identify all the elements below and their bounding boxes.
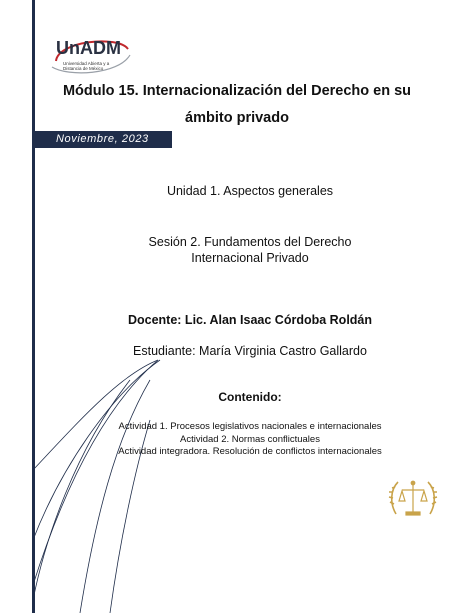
date-band xyxy=(32,131,172,148)
list-item: Actividad 2. Normas conflictuales xyxy=(180,433,320,445)
activities-list xyxy=(40,421,460,459)
contents-heading: Contenido: xyxy=(218,390,282,404)
student-name: Estudiante: María Virginia Castro Gallardo xyxy=(133,344,367,358)
logo-subtitle: Universidad Abierta y a Distancia de México xyxy=(63,61,110,71)
session-line-2: Internacional Privado xyxy=(191,251,309,265)
list-item: Actividad integradora. Resolución de conflictos internacionales xyxy=(118,446,382,457)
justice-scales-icon xyxy=(386,474,440,524)
list-item: Actividad 1. Procesos legislativos nacionales e internacionales xyxy=(118,421,382,432)
teacher-name: Docente: Lic. Alan Isaac Córdoba Roldán xyxy=(127,313,373,327)
date-text: Noviembre, 2023 xyxy=(56,133,149,145)
session-title xyxy=(40,234,460,266)
session-line-1: Sesión 2. Fundamentos del Derecho xyxy=(148,235,352,249)
logo-wordmark: UnADM xyxy=(56,38,121,58)
unit-title: Unidad 1. Aspectos generales xyxy=(166,184,334,198)
document-title: Módulo 15. Internacionalización del Derecho en su ámbito privado xyxy=(62,83,412,126)
